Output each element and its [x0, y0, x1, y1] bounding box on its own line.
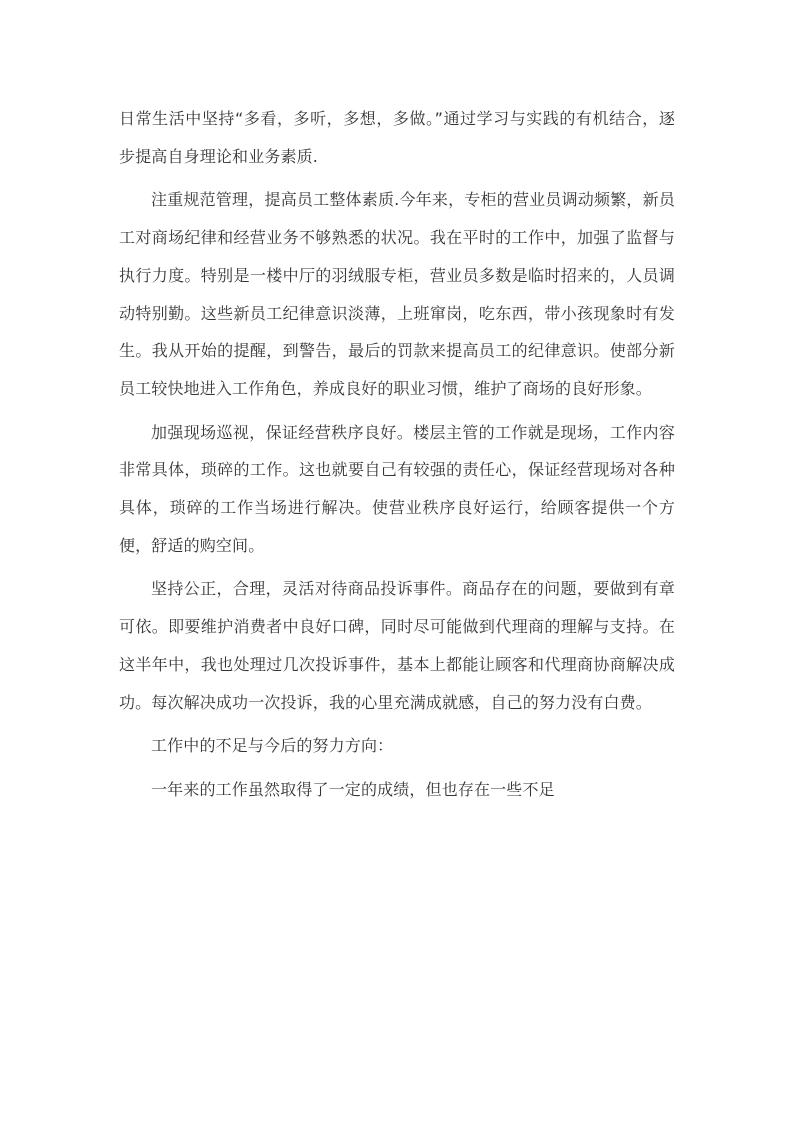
paragraph-inspection: 加强现场巡视，保证经营秩序良好。楼层主管的工作就是现场，工作内容非常具体，琐碎的工作。这也就要自己有较强的责任心，保证经营现场对各种具体，琐碎的工作当场进行解决。使营业秩序良好运行，给顾客提供一个方便，舒适的购空间。	[119, 422, 675, 555]
paragraph-shortcomings: 一年来的工作虽然取得了一定的成绩，但也存在一些不足	[151, 779, 555, 799]
paragraph-intro: 日常生活中坚持“多看，多听，多想，多做。”通过学习与实践的有机结合，逐步提高自身理论和业务素质.	[119, 109, 675, 166]
paragraph-shortcomings-heading: 工作中的不足与今后的努力方向：	[151, 736, 394, 756]
document-body	[119, 100, 675, 815]
paragraph-management: 注重规范管理，提高员工整体素质.今年来，专柜的营业员调动频繁，新员工对商场纪律和经营业务不够熟悉的状况。我在平时的工作中，加强了监督与执行力度。特别是一楼中厅的羽绒服专柜，营业员多数是临时招来的，人员调动特别勤。这些新员工纪律意识淡薄，上班窜岗，吃东西，带小孩现象时有发生。我从开始的提醒，到警告，最后的罚款来提高员工的纪律意识。使部分新员工较快地进入工作角色，养成良好的职业习惯，维护了商场的良好形象。	[119, 190, 675, 398]
paragraph-complaints: 坚持公正，合理，灵活对待商品投诉事件。商品存在的问题，要做到有章可依。即要维护消费者中良好口碑，同时尽可能做到代理商的理解与支持。在这半年中，我也处理过几次投诉事件，基本上都能让顾客和代理商协商解决成功。每次解决成功一次投诉，我的心里充满成就感，自己的努力没有白费。	[119, 579, 675, 712]
